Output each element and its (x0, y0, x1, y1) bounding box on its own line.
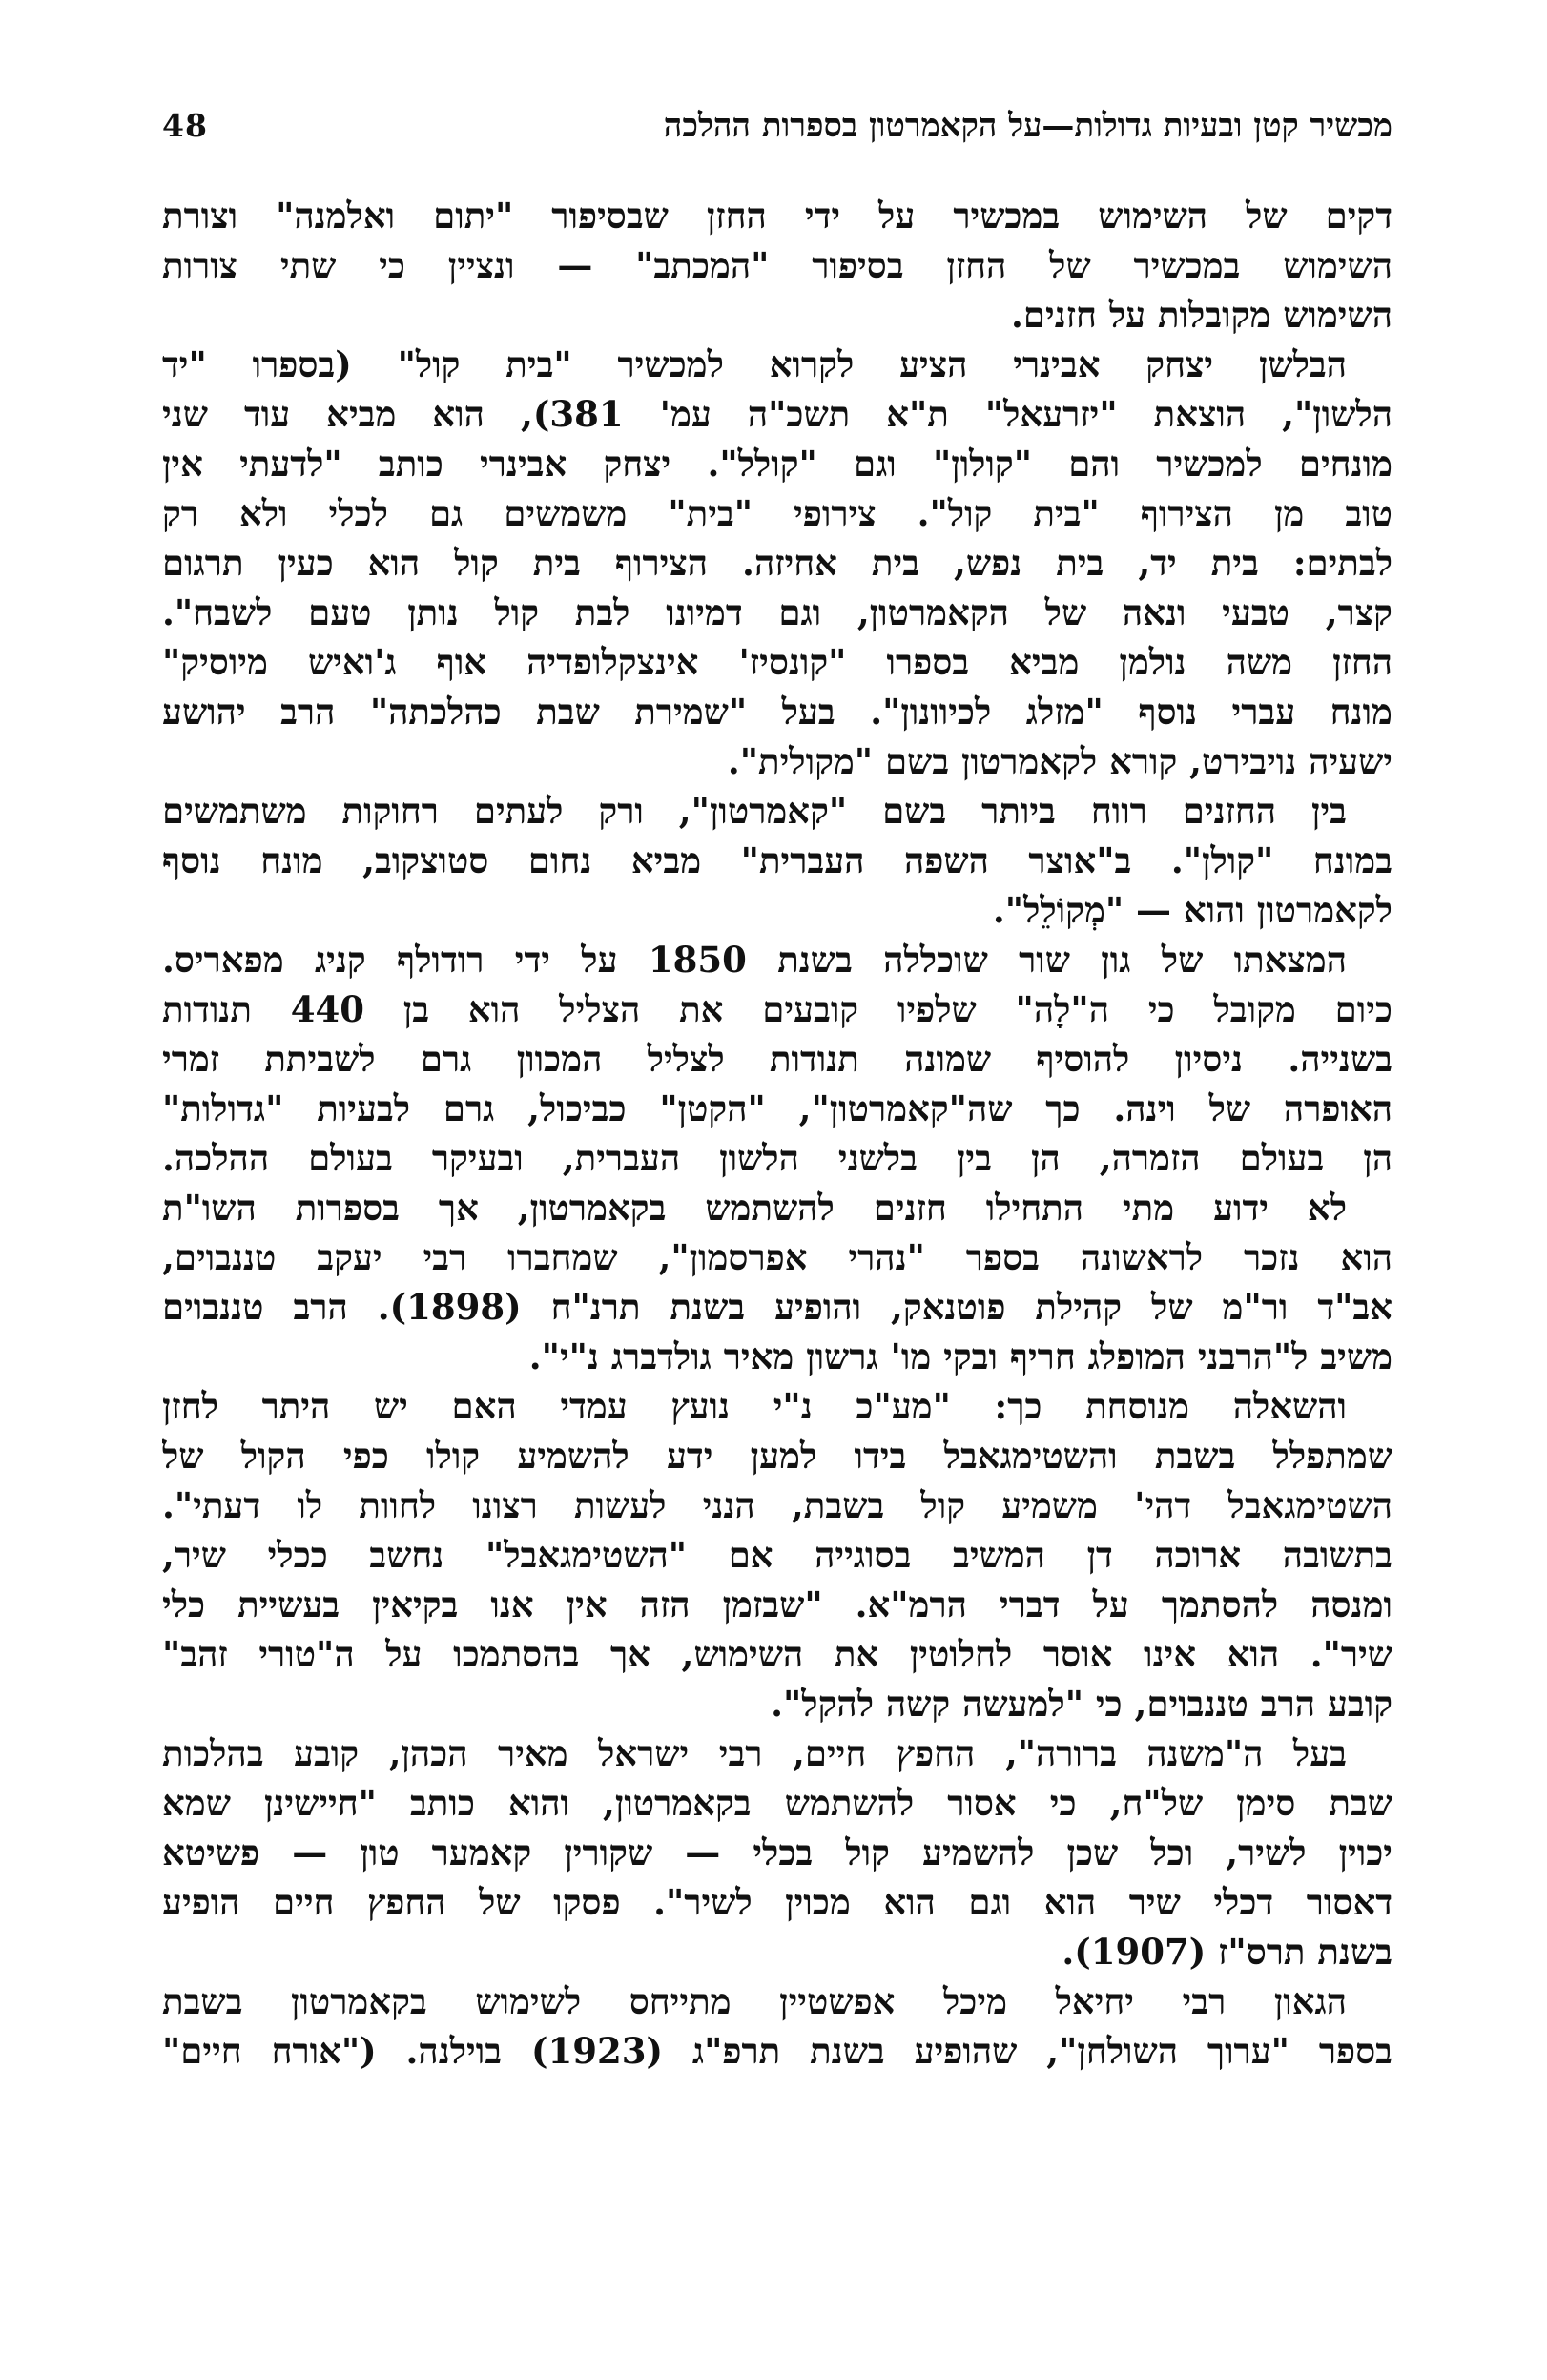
text-line: שיר". הוא אינו אוסר לחלוטין את השימוש, אך בהסתמכו על ה"טורי זהב" (162, 1633, 1392, 1675)
text-line: טוב מן הצירוף "בית קול". צירופי "בית" משמשים גם לכלי ולא רק (162, 492, 1392, 534)
text-line: החזן משה נולמן מביא בספרו "קונסיז' אינצקלופדיה אוף ג'ואיש מיוסיק" (162, 641, 1392, 683)
text-line: ומנסה להסתמך על דברי הרמ"א. "שבזמן הזה אין אנו בקיאין בעשיית כלי (162, 1583, 1392, 1625)
page-number: 48 (162, 107, 208, 144)
text-line: הבלשן יצחק אבינרי הציע לקרוא למכשיר "בית קול" (בספרו "יד (162, 343, 1347, 385)
text-line: ישעיה נויבירט, קורא לקאמרטון בשם "מקולית". (727, 740, 1392, 782)
text-line: יכוין לשיר, וכל שכן להשמיע קול בכלי — שקורין קאמער טון — פשיטא (162, 1832, 1392, 1873)
text-line: האופרה של וינה. כך שה"קאמרטון", "הקטן" כביכול, גרם לבעיות "גדולות" (162, 1087, 1392, 1129)
body-text (162, 191, 1392, 2076)
text-line: הוא נזכר לראשונה בספר "נהרי אפרסמון", שמחברו רבי יעקב טננבוים, (162, 1236, 1392, 1278)
text-line: בתשובה ארוכה דן המשיב בסוגייה אם "השטימגאבל" נחשב ככלי שיר, (162, 1534, 1392, 1576)
text-line: מונחים למכשיר והם "קולון" וגם "קולל". יצחק אבינרי כותב "לדעתי אין (162, 443, 1392, 485)
text-line: השימוש במכשיר של החזן בסיפור "המכתב" — ונציין כי שתי צורות (162, 244, 1392, 286)
text-line: לקאמרטון והוא — "מְקוֹלֵל". (992, 889, 1392, 931)
text-line: כיום מקובל כי ה"לָה" שלפיו קובעים את הצליל הוא בן 440 תנודות (162, 988, 1392, 1030)
text-line: הגאון רבי יחיאל מיכל אפשטיין מתייחס לשימוש בקאמרטון בשבת (162, 1980, 1347, 2022)
text-line: מונח עברי נוסף "מזלג לכיוונון". בעל "שמירת שבת כהלכתה" הרב יהושע (162, 691, 1392, 733)
text-line: אב"ד ור"מ של קהילת פוטנאק, והופיע בשנת תרנ"ח (1898). הרב טננבוים (162, 1286, 1392, 1328)
text-line: בספר "ערוך השולחן", שהופיע בשנת תרפ"ג (1923) בוילנה. ("אורח חיים" (162, 2030, 1392, 2072)
text-line: השטימגאבל דהי' משמיע קול בשבת, הנני לעשות רצונו לחוות לו דעתי". (162, 1484, 1392, 1526)
text-line: לא ידוע מתי התחילו חזנים להשתמש בקאמרטון, אך בספרות השו"ת (162, 1187, 1347, 1229)
text-line: דקים של השימוש במכשיר על ידי החזן שבסיפור "יתום ואלמנה" וצורת (162, 195, 1392, 237)
text-line: בעל ה"משנה ברורה", החפץ חיים, רבי ישראל מאיר הכהן, קובע בהלכות (162, 1732, 1347, 1774)
text-line: הן בעולם הזמרה, הן בין בלשני הלשון העברית, ובעיקר בעולם ההלכה. (162, 1137, 1392, 1179)
text-line: שמתפלל בשבת והשטימגאבל בידו למען ידע להשמיע קולו כפי הקול של (162, 1435, 1392, 1477)
text-line: קובע הרב טננבוים, כי "למעשה קשה להקל". (771, 1683, 1392, 1725)
text-line: משיב ל"הרבני המופלג חריף ובקי מו' גרשון מאיר גולדברג נ"י". (528, 1335, 1392, 1377)
running-header (162, 107, 1392, 160)
text-line: השימוש מקובלות על חזנים. (1011, 294, 1392, 336)
text-line: בשנייה. ניסיון להוסיף שמונה תנודות לצליל המכוון גרם לשביתת זמרי (162, 1038, 1392, 1080)
text-line: הלשון", הוצאת "יזרעאל" ת"א תשכ"ה עמ' 381), הוא מביא עוד שני (162, 393, 1392, 435)
text-line: במונח "קולן". ב"אוצר השפה העברית" מביא נחום סטוצקוב, מונח נוסף (162, 839, 1392, 881)
text-line: לבתים: בית יד, בית נפש, בית אחיזה. הצירוף בית קול הוא כעין תרגום (162, 542, 1392, 584)
text-line: שבת סימן של"ח, כי אסור להשתמש בקאמרטון, והוא כותב "חיישינן שמא (162, 1782, 1392, 1824)
text-line: קצר, טבעי ונאה של הקאמרטון, וגם דמיונו לבת קול נותן טעם לשבח". (162, 591, 1392, 633)
text-line: המצאתו של גון שור שוכללה בשנת 1850 על ידי רודולף קניג מפאריס. (162, 939, 1347, 981)
text-line: בשנת תרס"ז (1907). (1062, 1931, 1392, 1973)
text-line: והשאלה מנוסחת כך: "מע"כ נ"י נועץ עמדי האם יש היתר לחזן (162, 1385, 1347, 1427)
text-line: בין החזנים רווח ביותר בשם "קאמרטון", ורק לעתים רחוקות משתמשים (162, 790, 1347, 832)
text-line: דאסור דכלי שיר הוא וגם הוא מכוין לשיר". פסקו של החפץ חיים הופיע (162, 1881, 1392, 1923)
running-title: מכשיר קטן ובעיות גדולות—על הקאמרטון בספרות ההלכה (663, 107, 1392, 145)
